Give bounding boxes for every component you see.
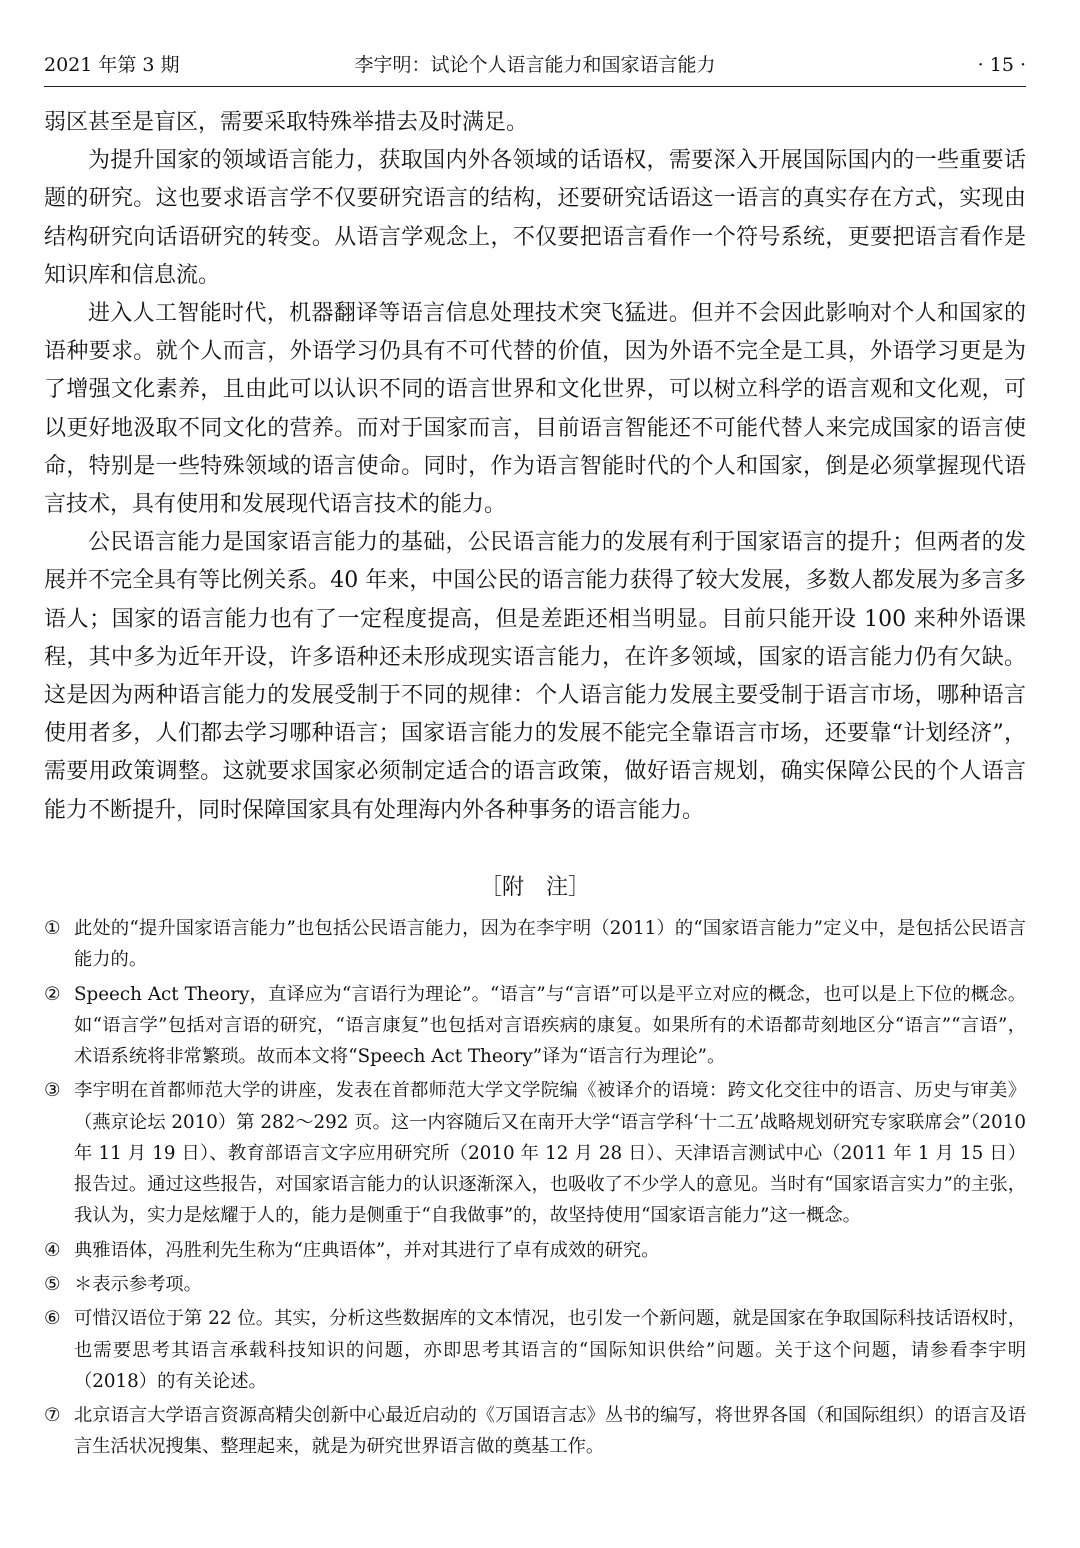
page-number: · 15 · (977, 54, 1026, 76)
note-number: ⑦ (44, 1405, 61, 1427)
note-number: ① (44, 918, 61, 939)
note-item (44, 1235, 1026, 1266)
note-item (44, 1400, 1026, 1462)
note-text: 典雅语体，冯胜利先生称为“庄典语体”，并对其进行了卓有成效的研究。 (74, 1239, 660, 1261)
article-running-title: 李宇明：试论个人语言能力和国家语言能力 (354, 54, 716, 76)
note-item (44, 1075, 1026, 1231)
paragraph-continuation: 弱区甚至是盲区，需要采取特殊举措去及时满足。 (44, 110, 529, 135)
notes-list (44, 913, 1026, 1466)
paragraph: 为提升国家的领域语言能力，获取国内外各领域的话语权，需要深入开展国际国内的一些重要话题的研究。这也要求语言学不仅要研究语言的结构，还要研究话语这一语言的真实存在方式，实现由结构研究向话语研究的转变。从语言学观念上，不仅要把语言看作一个符号系统，更要把语言看作是知识库和信息流。 (44, 148, 1026, 288)
note-item (44, 1303, 1026, 1397)
note-item (44, 979, 1026, 1073)
paragraph: 进入人工智能时代，机器翻译等语言信息处理技术突飞猛进。但并不会因此影响对个人和国家的语种要求。就个人而言，外语学习仍具有不可代替的价值，因为外语不完全是工具，外语学习更是为了增强文化素养，且由此可以认识不同的语言世界和文化世界，可以树立科学的语言观和文化观，可以更好地汲取不同文化的营养。而对于国家而言，目前语言智能还不可能代替人来完成国家的语言使命，特别是一些特殊领域的语言使命。同时，作为语言智能时代的个人和国家，倒是必须掌握现代语言技术，具有使用和发展现代语言技术的能力。 (44, 301, 1026, 518)
note-item (44, 913, 1026, 975)
note-number: ③ (44, 1080, 61, 1102)
note-number: ④ (44, 1239, 61, 1261)
note-text: ＊表示参考项。 (74, 1273, 202, 1295)
note-text: 李宇明在首都师范大学的讲座，发表在首都师范大学文学院编《被译介的语境：跨文化交往中的语言、历史与审美》（燕京论坛 2010）第 282～292 页。这一内容随后又在南开大学“语言学科‘十二五’战略规划研究专家联席会”（2010 年 11 月 19 日）、教育部语言文字应用研究所（2010 年 12 月 28 日）、天津语言测试中心（2011 年 1 月 15 日）报告过。通过这些报告，对国家语言能力的认识逐渐深入，也吸收了不少学人的意见。当时有“国家语言实力”的主张，我认为，实力是炫耀于人的，能力是侧重于“自我做事”的，故坚持使用“国家语言能力”这一概念。 (74, 1080, 1026, 1227)
running-header (44, 50, 1026, 87)
article-body (44, 104, 1026, 830)
note-text: 北京语言大学语言资源高精尖创新中心最近启动的《万国语言志》丛书的编写，将世界各国（和国际组织）的语言及语言生活状况搜集、整理起来，就是为研究世界语言做的奠基工作。 (74, 1405, 1026, 1458)
issue-label: 2021 年第 3 期 (44, 54, 180, 76)
paragraph: 公民语言能力是国家语言能力的基础，公民语言能力的发展有利于国家语言的提升；但两者的发展并不完全具有等比例关系。40 年来，中国公民的语言能力获得了较大发展，多数人都发展为多言多语人；国家的语言能力也有了一定程度提高，但是差距还相当明显。目前只能开设 100 来种外语课程，其中多为近年开设，许多语种还未形成现实语言能力，在许多领域，国家的语言能力仍有欠缺。这是因为两种语言能力的发展受制于不同的规律：个人语言能力发展主要受制于语言市场，哪种语言使用者多，人们都去学习哪种语言；国家语言能力的发展不能完全靠语言市场，还要靠“计划经济”，需要用政策调整。这就要求国家必须制定适合的语言政策，做好语言规划，确实保障公民的个人语言能力不断提升，同时保障国家具有处理海内外各种事务的语言能力。 (44, 530, 1026, 823)
note-text: 可惜汉语位于第 22 位。其实，分析这些数据库的文本情况，也引发一个新问题，就是国家在争取国际科技话语权时，也需要思考其语言承载科技知识的问题，亦即思考其语言的“国际知识供给”问题。关于这个问题，请参看李宇明（2018）的有关论述。 (74, 1308, 1026, 1392)
note-number: ⑤ (44, 1273, 61, 1295)
note-text: 此处的“提升国家语言能力”也包括公民语言能力，因为在李宇明（2011）的“国家语言能力”定义中，是包括公民语言能力的。 (74, 918, 1026, 971)
note-item (44, 1269, 1026, 1300)
notes-heading: ［附 注］ (479, 875, 590, 900)
note-number: ⑥ (44, 1308, 61, 1330)
note-number: ② (44, 983, 61, 1005)
note-text: Speech Act Theory，直译应为“言语行为理论”。“语言”与“言语”可以是平立对应的概念，也可以是上下位的概念。如“语言学”包括对言语的研究，“语言康复”也包括对言语疾病的康复。如果所有的术语都苛刻地区分“语言”“言语”，术语系统将非常繁琐。故而本文将“Speech Act Theory”译为“语言行为理论”。 (74, 983, 1026, 1067)
